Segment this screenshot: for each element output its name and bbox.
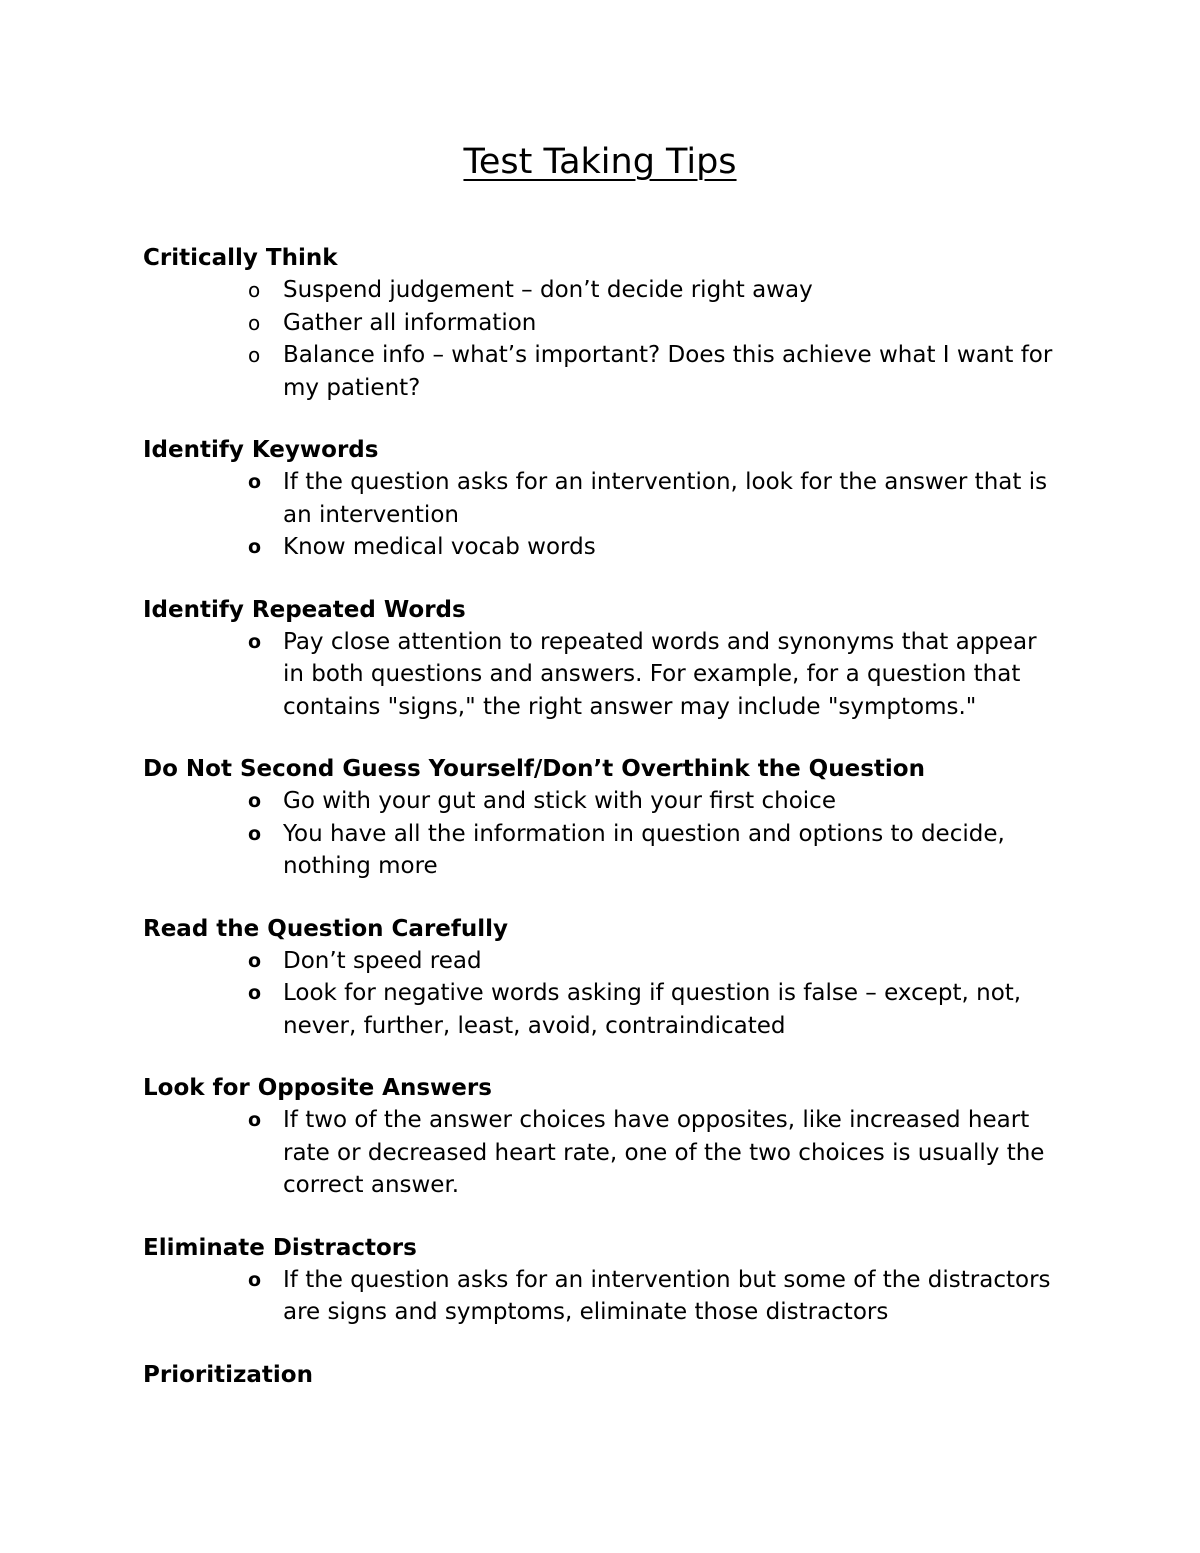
bullet-item [143,531,1053,564]
bullet-item [143,977,1053,1042]
section-heading: Read the Question Carefully [143,915,509,942]
bullet-list [143,785,1200,883]
hollow-circle-bullet-icon: o [248,1109,262,1131]
bullet-text: Suspend judgement – don’t decide right away [283,277,813,303]
section [143,1072,1200,1202]
bullet-text: Look for negative words asking if question is false – except, not, never, further, least, avoid, contraindicated [283,980,1022,1039]
bullet-list [143,1104,1200,1202]
document-title: Test Taking Tips [463,142,737,182]
section [143,594,1200,724]
section-heading: Critically Think [143,245,338,271]
bullet-list [143,626,1200,724]
section-heading: Prioritization [143,1361,313,1388]
bullet-list [143,274,1200,404]
bullet-item [143,1264,1053,1329]
bullet-item [143,274,1053,307]
section [143,913,1200,1043]
section [143,434,1200,564]
bullet-list [143,466,1200,564]
hollow-circle-bullet-icon: o [248,949,262,972]
hollow-circle-bullet-icon: o [248,822,262,845]
bullet-text: If two of the answer choices have opposites, like increased heart rate or decreased heart rate, one of the two choices is usually the correct answer. [283,1107,1045,1198]
bullet-item [143,945,1053,978]
hollow-circle-bullet-icon: o [248,278,261,302]
hollow-circle-bullet-icon: o [248,471,262,493]
bullet-text: If the question asks for an intervention, look for the answer that is an intervention [283,469,1048,528]
hollow-circle-bullet-icon: o [248,790,262,812]
section-heading: Look for Opposite Answers [143,1075,492,1101]
section-heading: Identify Repeated Words [143,596,466,623]
sections-container [143,242,1200,1391]
bullet-item [143,818,1053,883]
section-heading: Eliminate Distractors [143,1234,417,1261]
section [143,1359,1200,1391]
hollow-circle-bullet-icon: o [248,1268,262,1291]
bullet-text: Gather all information [283,309,537,336]
bullet-list [143,945,1200,1043]
section-heading: Identify Keywords [143,437,379,463]
hollow-circle-bullet-icon: o [248,343,261,367]
hollow-circle-bullet-icon: o [248,310,261,335]
section [143,1232,1200,1329]
bullet-text: You have all the information in question and options to decide, nothing more [283,820,1005,879]
bullet-item [143,307,1053,340]
bullet-item [143,466,1053,531]
section [143,753,1200,883]
bullet-text: Go with your gut and stick with your first choice [283,788,836,814]
bullet-item [143,339,1053,404]
bullet-item [143,626,1053,724]
bullet-text: Balance info – what’s important? Does this achieve what I want for my patient? [283,342,1053,401]
bullet-text: If the question asks for an intervention but some of the distractors are signs and symptoms, eliminate those distractors [283,1266,1051,1325]
bullet-text: Know medical vocab words [283,534,596,560]
hollow-circle-bullet-icon: o [248,536,262,558]
bullet-text: Pay close attention to repeated words and synonyms that appear in both questions and answers. For example, for a question that contains "signs," the right answer may include "symptoms." [283,628,1037,720]
bullet-item [143,1104,1053,1202]
section [143,242,1200,404]
section-heading: Do Not Second Guess Yourself/Don’t Overthink the Question [143,756,925,782]
bullet-text: Don’t speed read [283,947,482,974]
bullet-list [143,1264,1200,1329]
bullet-item [143,785,1053,818]
hollow-circle-bullet-icon: o [248,982,262,1004]
hollow-circle-bullet-icon: o [248,630,262,653]
